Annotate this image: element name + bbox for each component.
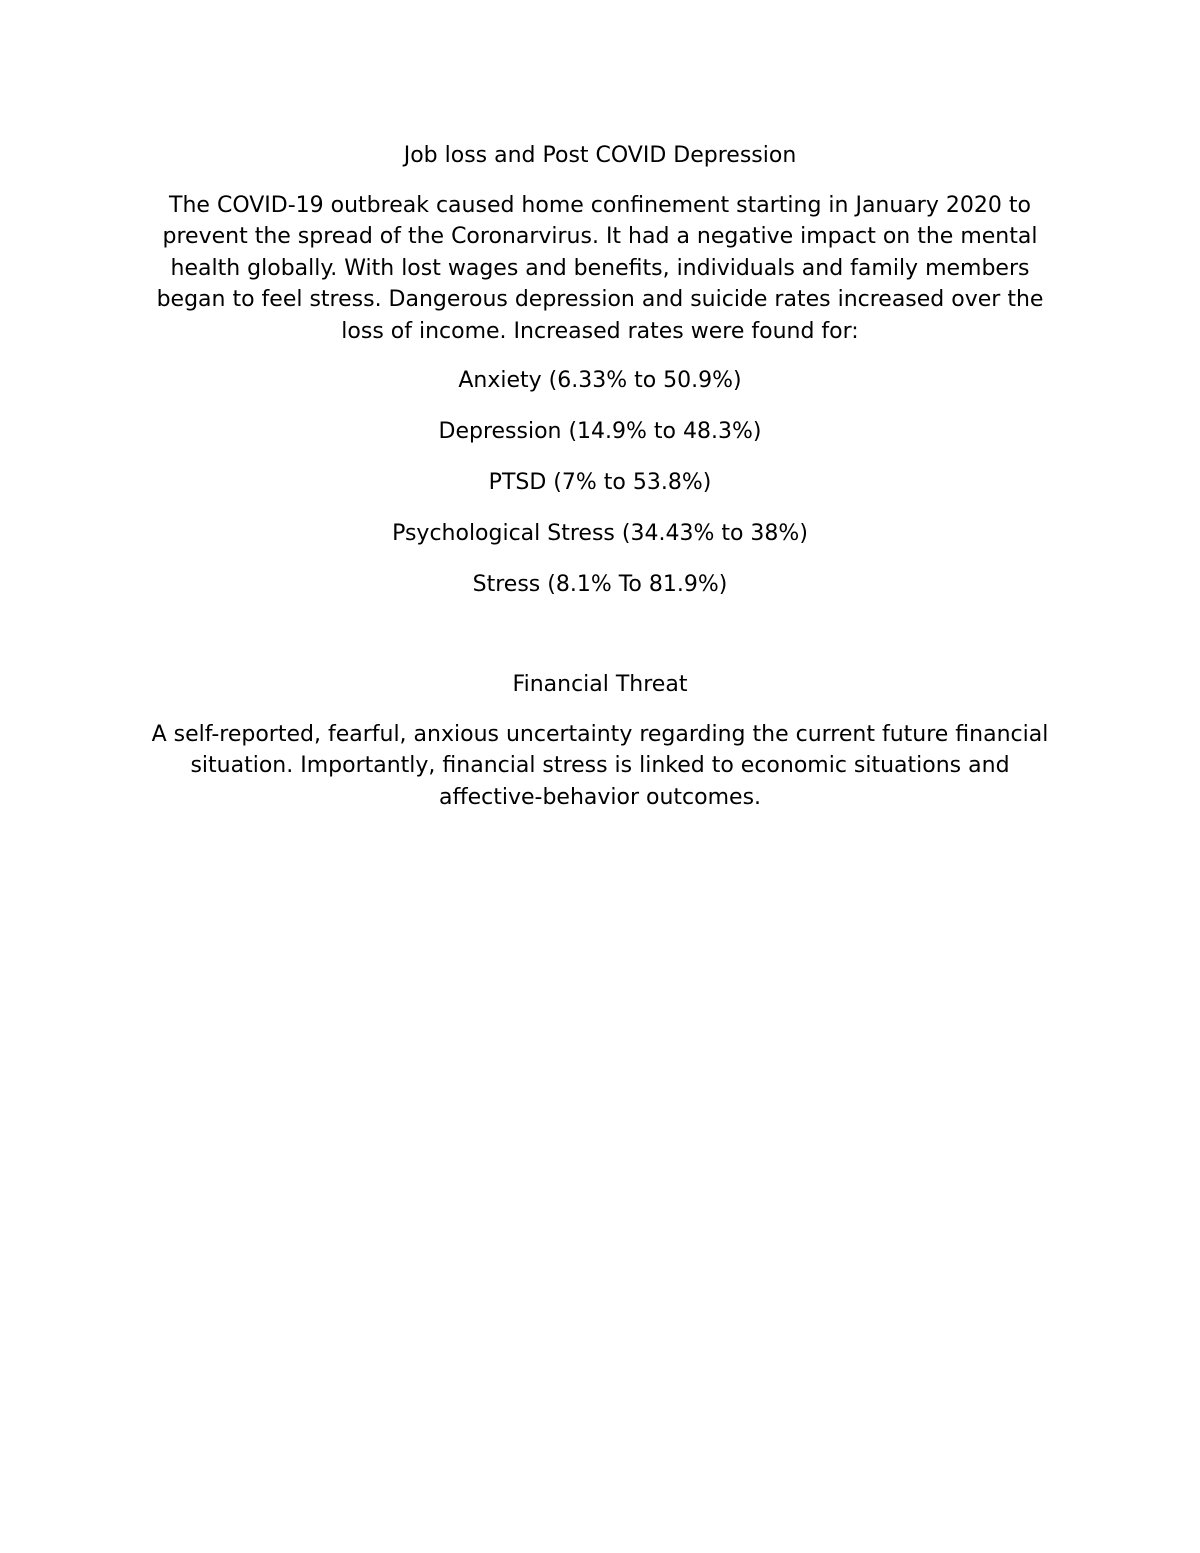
rate-item-psychological-stress: Psychological Stress (34.43% to 38%) — [392, 521, 808, 546]
rate-item-stress: Stress (8.1% To 81.9%) — [472, 572, 728, 597]
financial-threat-paragraph: A self-reported, fearful, anxious uncertainty regarding the current future financial situation. Importantly, financial stress is linked to economic situations and affective-behavior outcomes. — [151, 721, 1049, 810]
document-body — [150, 140, 1050, 831]
financial-threat-heading: Financial Threat — [512, 672, 688, 697]
section-spacer — [150, 620, 1050, 669]
document-title: Job loss and Post COVID Depression — [403, 143, 797, 168]
intro-paragraph: The COVID-19 outbreak caused home confinement starting in January 2020 to prevent the spread of the Coronarvirus. It had a negative impact on the mental health globally. With lost wages and benefits, individuals and family members began to feel stress. Dangerous depression and suicide rates increased over the loss of income. Increased rates were found for: — [156, 192, 1044, 344]
rate-item-anxiety: Anxiety (6.33% to 50.9%) — [458, 368, 742, 393]
rate-item-ptsd: PTSD (7% to 53.8%) — [488, 470, 712, 495]
rates-list — [150, 365, 1050, 601]
rate-item-depression: Depression (14.9% to 48.3%) — [438, 419, 762, 444]
